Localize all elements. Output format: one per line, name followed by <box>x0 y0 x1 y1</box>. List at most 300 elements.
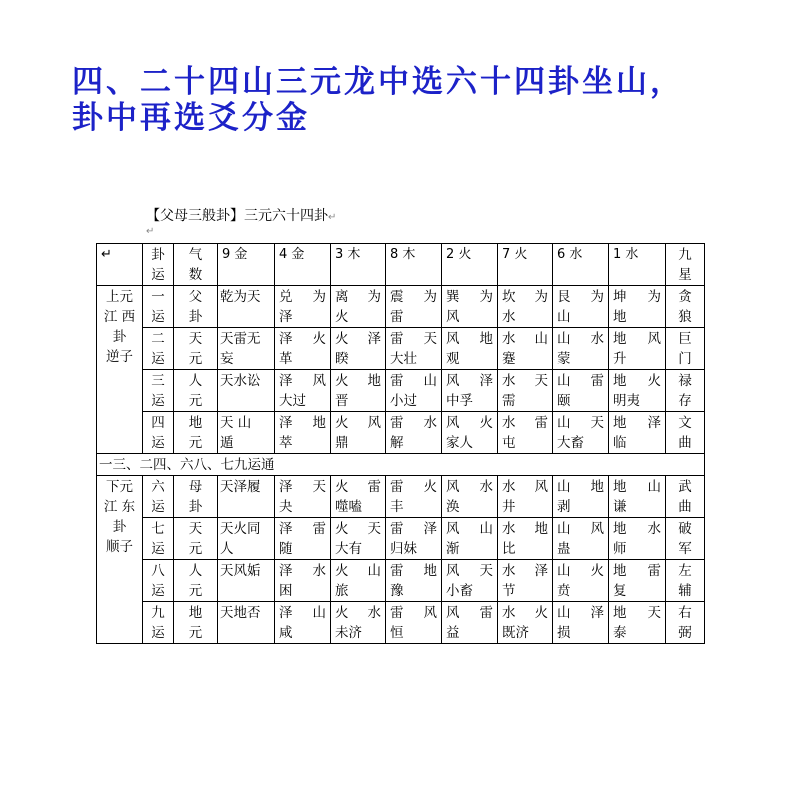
hexagram-char: 山 <box>557 479 571 495</box>
qian-hexagram-cell <box>218 602 275 644</box>
hexagram-char: 火 <box>335 563 349 579</box>
hexagram-cell-line-1 <box>502 371 548 391</box>
yun-cell-line-2: 运 <box>151 583 165 599</box>
qian-hexagram-cell-line-1: 天 山 <box>220 415 252 431</box>
lower-yuan-label-line: 顺子 <box>106 539 133 555</box>
page-title <box>72 64 772 136</box>
hexagram-char: 火 <box>335 331 349 347</box>
hexagram-cell-line-1 <box>502 287 548 307</box>
hexagram-char: 风 <box>647 331 661 347</box>
qi-cell-line-2: 元 <box>188 435 203 451</box>
header-gua-yun-line-1: 卦 <box>151 247 165 263</box>
qian-hexagram-cell-line-1: 天风姤 <box>220 563 261 579</box>
star-cell <box>666 412 705 454</box>
star-cell-line-1: 破 <box>678 521 692 537</box>
hexagram-cell-line-2: 蒙 <box>557 351 571 367</box>
hexagram-cell-line-2: 明夷 <box>613 393 640 409</box>
hexagram-char: 山 <box>367 563 381 579</box>
qian-hexagram-cell-line-1: 天泽履 <box>220 479 261 495</box>
lower-yuan-label-line: 江 东 <box>103 499 136 515</box>
hexagram-char: 水 <box>502 415 516 431</box>
hexagram-cell-line-1 <box>446 603 493 623</box>
yun-cell <box>143 476 174 518</box>
hexagram-cell-line-2: 归妹 <box>390 541 417 557</box>
header-gua-yun-line-2: 运 <box>151 267 165 283</box>
hexagram-char: 地 <box>613 331 627 347</box>
qian-hexagram-cell-line-2: 人 <box>220 541 234 557</box>
lower-yuan-label <box>97 476 143 644</box>
star-cell-line-1: 贪 <box>678 289 692 305</box>
hexagram-char: 水 <box>502 563 516 579</box>
hexagram-cell-line-2: 蛊 <box>557 541 571 557</box>
header-element-cell: 2 火 <box>442 244 498 286</box>
hexagram-cell-line-1 <box>613 287 661 307</box>
qian-hexagram-cell <box>218 476 275 518</box>
hexagram-cell-line-1 <box>390 477 437 497</box>
upper-yuan-label-line: 卦 <box>112 329 127 345</box>
hexagram-cell-line-2: 困 <box>279 583 293 599</box>
star-cell-line-2: 曲 <box>678 435 692 451</box>
star-cell-line-2: 曲 <box>678 499 692 515</box>
table-row <box>97 602 705 644</box>
hexagram-cell-line-2: 小过 <box>390 393 417 409</box>
hexagram-cell-line-1 <box>279 603 326 623</box>
separator-text: 一三、二四、六八、七九运通 <box>97 454 705 476</box>
header-jiu-xing-line-2: 星 <box>678 267 692 283</box>
hexagram-cell-line-1 <box>557 519 604 539</box>
hexagram-char: 泽 <box>279 605 293 621</box>
hexagram-char: 地 <box>613 605 627 621</box>
hexagram-cell-line-1 <box>279 371 326 391</box>
table-row <box>97 476 705 518</box>
header-gua-yun <box>143 244 174 286</box>
hexagram-cell-line-2: 噬嗑 <box>335 499 362 515</box>
star-cell-line-2: 军 <box>678 541 692 557</box>
yun-cell-line-2: 运 <box>151 393 165 409</box>
hexagram-char: 天 <box>647 605 661 621</box>
hexagram-cell <box>498 518 553 560</box>
hexagram-cell <box>498 602 553 644</box>
hexagram-char: 水 <box>312 563 326 579</box>
yun-cell-line-1: 二 <box>151 331 165 347</box>
yun-cell-line-1: 八 <box>151 563 165 579</box>
hexagram-cell-line-2: 谦 <box>613 499 627 515</box>
qian-hexagram-cell-line-1: 乾为天 <box>220 289 261 305</box>
yun-cell-line-1: 九 <box>151 605 165 621</box>
yun-cell-line-2: 运 <box>151 499 165 515</box>
yun-cell-line-2: 运 <box>151 625 165 641</box>
hexagram-cell-line-1 <box>279 329 326 349</box>
hexagram-char: 为 <box>423 289 437 305</box>
table-row <box>97 286 705 328</box>
hexagram-cell-line-2: 睽 <box>335 351 349 367</box>
hexagram-char: 地 <box>613 479 627 495</box>
hexagram-cell <box>498 328 553 370</box>
hexagram-cell <box>386 328 442 370</box>
hexagram-char: 天 <box>479 563 493 579</box>
hexagram-char: 地 <box>312 415 326 431</box>
header-qi-shu-line-1: 气 <box>188 247 203 263</box>
hexagram-cell <box>275 476 331 518</box>
hexagram-cell-line-2: 需 <box>502 393 516 409</box>
hexagram-char: 雷 <box>647 563 661 579</box>
qi-cell-line-2: 元 <box>188 351 203 367</box>
hexagram-cell <box>275 602 331 644</box>
qian-hexagram-cell <box>218 286 275 328</box>
hexagram-cell-line-1 <box>390 287 437 307</box>
hexagram-char: 地 <box>590 479 604 495</box>
hexagram-cell-line-2: 升 <box>613 351 627 367</box>
hexagram-char: 水 <box>423 415 437 431</box>
page-title-line-1: 四、二十四山三元龙中选六十四卦坐山， <box>72 64 684 100</box>
star-cell <box>666 518 705 560</box>
hexagram-cell <box>553 412 609 454</box>
yun-cell <box>143 602 174 644</box>
hexagram-cell-line-2: 水 <box>502 309 516 325</box>
hexagram-char: 地 <box>367 373 381 389</box>
hexagram-cell-line-2: 山 <box>557 309 571 325</box>
yun-cell <box>143 328 174 370</box>
hexagram-char: 火 <box>647 373 661 389</box>
qi-cell-line-1: 人 <box>188 373 203 389</box>
qi-cell-line-2: 元 <box>188 541 203 557</box>
yun-cell-line-1: 四 <box>151 415 165 431</box>
hexagram-cell-line-1 <box>613 477 661 497</box>
qian-hexagram-cell <box>218 560 275 602</box>
hexagram-char: 雷 <box>390 373 404 389</box>
header-jiu-xing <box>666 244 705 286</box>
hexagram-cell-line-1 <box>613 329 661 349</box>
hexagram-char: 泽 <box>367 331 381 347</box>
hexagram-cell-line-2: 临 <box>613 435 627 451</box>
qian-hexagram-cell <box>218 412 275 454</box>
yun-cell-line-1: 七 <box>151 521 165 537</box>
table-caption <box>146 205 336 225</box>
star-cell <box>666 602 705 644</box>
hexagram-cell <box>331 560 386 602</box>
hexagram-cell-line-2: 贲 <box>557 583 571 599</box>
hexagram-char: 火 <box>534 605 548 621</box>
hexagram-cell-line-2: 屯 <box>502 435 516 451</box>
qi-cell-line-1: 天 <box>188 521 203 537</box>
hexagram-cell-line-1 <box>557 371 604 391</box>
hexagram-cell-line-2: 复 <box>613 583 627 599</box>
qi-cell <box>174 602 218 644</box>
hexagram-cell <box>275 518 331 560</box>
hexagram-char: 山 <box>557 331 571 347</box>
hexagram-char: 风 <box>446 331 460 347</box>
hexagram-cell-line-2: 泰 <box>613 625 627 641</box>
hexagram-cell <box>553 476 609 518</box>
yun-cell-line-2: 运 <box>151 435 165 451</box>
qi-cell-line-1: 父 <box>188 289 203 305</box>
hexagram-cell-line-1 <box>279 519 326 539</box>
hexagram-cell-line-2: 恒 <box>390 625 404 641</box>
hexagram-char: 水 <box>590 331 604 347</box>
hexagram-char: 泽 <box>279 331 293 347</box>
hexagram-char: 雷 <box>390 521 404 537</box>
hexagram-cell <box>498 560 553 602</box>
hexagram-cell <box>442 476 498 518</box>
hexagram-cell-line-2: 未济 <box>335 625 362 641</box>
upper-yuan-label-line: 江 西 <box>103 309 136 325</box>
qi-cell <box>174 370 218 412</box>
hexagram-char: 风 <box>446 605 460 621</box>
hexagram-cell <box>609 476 666 518</box>
hexagram-char: 火 <box>312 331 326 347</box>
hexagram-cell-line-2: 豫 <box>390 583 404 599</box>
hexagram-cell <box>609 286 666 328</box>
lower-yuan-label-line: 下元 <box>106 479 133 495</box>
hexagram-cell-line-2: 观 <box>446 351 460 367</box>
qi-cell-line-1: 天 <box>188 331 203 347</box>
hexagram-char: 山 <box>423 373 437 389</box>
hexagram-char: 山 <box>534 331 548 347</box>
hexagram-char: 火 <box>335 521 349 537</box>
hexagram-cell-line-2: 大畜 <box>557 435 584 451</box>
hexagram-cell <box>498 286 553 328</box>
hexagram-char: 水 <box>502 521 516 537</box>
qian-hexagram-cell-line-2: 妄 <box>220 351 234 367</box>
hexagram-cell-line-2: 蹇 <box>502 351 516 367</box>
hexagram-cell-line-2: 夬 <box>279 499 293 515</box>
hexagram-char: 泽 <box>279 521 293 537</box>
hexagram-cell <box>553 518 609 560</box>
hexagram-char: 泽 <box>423 521 437 537</box>
table-row <box>97 370 705 412</box>
qian-hexagram-cell-line-1: 天火同 <box>220 521 261 537</box>
hexagram-cell <box>553 328 609 370</box>
hexagram-cell-line-1 <box>502 329 548 349</box>
hexagram-char: 地 <box>613 415 627 431</box>
yun-cell <box>143 370 174 412</box>
hexagram-cell-line-2: 大过 <box>279 393 306 409</box>
qi-cell-line-1: 人 <box>188 563 203 579</box>
hexagram-cell <box>386 412 442 454</box>
hexagram-cell-line-1 <box>557 603 604 623</box>
yun-cell <box>143 412 174 454</box>
hexagram-char: 山 <box>557 521 571 537</box>
hexagram-cell <box>442 412 498 454</box>
hexagram-cell-line-1 <box>613 561 661 581</box>
hexagram-cell-line-1 <box>446 371 493 391</box>
hexagram-char: 风 <box>590 521 604 537</box>
qi-cell <box>174 328 218 370</box>
qian-hexagram-cell-line-2: 遁 <box>220 435 234 451</box>
hexagram-cell <box>275 370 331 412</box>
yun-cell-line-2: 运 <box>151 309 165 325</box>
hexagram-cell-line-2: 家人 <box>446 435 473 451</box>
hexagram-cell-line-2: 涣 <box>446 499 460 515</box>
hexagram-char: 雷 <box>390 415 404 431</box>
hexagram-char: 天 <box>534 373 548 389</box>
hexagram-char: 泽 <box>479 373 493 389</box>
hexagram-cell-line-1 <box>502 477 548 497</box>
header-element-cell: 3 木 <box>331 244 386 286</box>
hexagram-cell-line-1 <box>279 477 326 497</box>
hexagram-cell <box>442 370 498 412</box>
hexagram-cell-line-1 <box>390 519 437 539</box>
hexagram-char: 水 <box>502 331 516 347</box>
hexagram-cell <box>386 560 442 602</box>
hexagram-char: 兑 <box>279 289 293 305</box>
hexagram-cell-line-1 <box>335 561 381 581</box>
hexagram-char: 雷 <box>390 479 404 495</box>
hexagram-char: 雷 <box>390 331 404 347</box>
hexagram-cell-line-1 <box>557 329 604 349</box>
hexagram-cell-line-1 <box>335 371 381 391</box>
hexagram-cell <box>331 328 386 370</box>
hexagram-char: 坎 <box>502 289 516 305</box>
hexagram-char: 山 <box>479 521 493 537</box>
hexagram-cell-line-1 <box>613 519 661 539</box>
hexagram-cell <box>442 286 498 328</box>
star-cell-line-1: 文 <box>678 415 692 431</box>
qian-hexagram-cell <box>218 518 275 560</box>
table-row <box>97 412 705 454</box>
hexagram-cell <box>609 602 666 644</box>
hexagram-cell-line-2: 泽 <box>279 309 293 325</box>
qi-cell-line-2: 元 <box>188 625 203 641</box>
paragraph-mark: ↵ <box>146 226 155 237</box>
hexagram-char: 泽 <box>647 415 661 431</box>
header-jiu-xing-line-1: 九 <box>678 247 692 263</box>
hexagram-cell <box>609 412 666 454</box>
hexagram-char: 巽 <box>446 289 460 305</box>
hexagram-cell-line-2: 比 <box>502 541 516 557</box>
hexagram-cell <box>498 370 553 412</box>
hexagram-cell-line-1 <box>446 561 493 581</box>
star-cell-line-2: 弼 <box>678 625 692 641</box>
yun-cell <box>143 560 174 602</box>
qi-cell <box>174 476 218 518</box>
table-row <box>97 328 705 370</box>
star-cell-line-1: 禄 <box>678 373 692 389</box>
hexagram-char: 水 <box>647 521 661 537</box>
hexagram-cell-line-2: 损 <box>557 625 571 641</box>
qi-cell-line-1: 母 <box>188 479 203 495</box>
hexagram-cell-line-1 <box>390 603 437 623</box>
hexagram-char: 泽 <box>279 373 293 389</box>
separator-row <box>97 454 705 476</box>
hexagram-cell <box>553 370 609 412</box>
hexagram-cell-line-2: 随 <box>279 541 293 557</box>
hexagram-char: 雷 <box>312 521 326 537</box>
header-element-cell: 4 金 <box>275 244 331 286</box>
hexagram-char: 风 <box>446 563 460 579</box>
table-row <box>97 560 705 602</box>
hexagram-char: 火 <box>479 415 493 431</box>
qian-hexagram-cell <box>218 370 275 412</box>
hexagram-cell-line-1 <box>446 287 493 307</box>
star-cell-line-1: 武 <box>678 479 692 495</box>
hexagram-cell-line-1 <box>279 561 326 581</box>
hexagram-cell-line-2: 益 <box>446 625 460 641</box>
hexagram-cell <box>275 412 331 454</box>
hexagram-char: 山 <box>557 373 571 389</box>
star-cell-line-1: 左 <box>678 563 692 579</box>
hexagram-cell-line-2: 火 <box>335 309 349 325</box>
hexagram-cell-line-1 <box>335 603 381 623</box>
hexagram-char: 为 <box>367 289 381 305</box>
hexagram-char: 天 <box>423 331 437 347</box>
qi-cell-line-2: 卦 <box>188 309 203 325</box>
hexagram-char: 水 <box>502 479 516 495</box>
hexagram-cell-line-2: 井 <box>502 499 516 515</box>
hexagram-cell <box>275 328 331 370</box>
qian-hexagram-cell <box>218 328 275 370</box>
hexagram-char: 山 <box>312 605 326 621</box>
hexagram-cell-line-2: 鼎 <box>335 435 349 451</box>
hexagram-char: 地 <box>423 563 437 579</box>
hexagram-cell-line-2: 剥 <box>557 499 571 515</box>
hexagram-cell-line-1 <box>557 477 604 497</box>
hexagram-char: 水 <box>502 373 516 389</box>
hexagram-cell <box>609 328 666 370</box>
hexagram-char: 为 <box>479 289 493 305</box>
hexagram-char: 天 <box>312 479 326 495</box>
hexagram-cell <box>386 602 442 644</box>
hexagram-cell-line-1 <box>279 287 326 307</box>
qian-hexagram-cell-line-1: 天地否 <box>220 605 261 621</box>
hexagram-cell-line-1 <box>502 413 548 433</box>
hexagram-char: 地 <box>479 331 493 347</box>
hexagram-char: 风 <box>446 373 460 389</box>
hexagram-cell-line-1 <box>557 287 604 307</box>
hexagram-char: 地 <box>534 521 548 537</box>
hexagram-cell <box>386 286 442 328</box>
hexagram-cell-line-2: 晋 <box>335 393 349 409</box>
star-cell <box>666 370 705 412</box>
hexagram-char: 风 <box>446 521 460 537</box>
header-row <box>97 244 705 286</box>
hexagram-char: 水 <box>479 479 493 495</box>
header-qi-shu-line-2: 数 <box>188 267 203 283</box>
hexagram-char: 火 <box>335 415 349 431</box>
hexagram-cell <box>331 286 386 328</box>
hexagram-table <box>96 243 705 644</box>
hexagram-char: 艮 <box>557 289 571 305</box>
hexagram-char: 风 <box>446 479 460 495</box>
header-element-cell: 9 金 <box>218 244 275 286</box>
hexagram-char: 天 <box>367 521 381 537</box>
hexagram-cell <box>386 518 442 560</box>
hexagram-char: 风 <box>423 605 437 621</box>
qi-cell-line-2: 元 <box>188 393 203 409</box>
hexagram-char: 风 <box>446 415 460 431</box>
hexagram-cell <box>442 518 498 560</box>
hexagram-char: 山 <box>557 563 571 579</box>
hexagram-cell <box>442 602 498 644</box>
hexagram-char: 雷 <box>367 479 381 495</box>
hexagram-cell <box>498 412 553 454</box>
hexagram-cell <box>331 602 386 644</box>
hexagram-cell-line-2: 渐 <box>446 541 460 557</box>
header-corner-cell: ↵ <box>97 244 143 286</box>
star-cell-line-2: 狼 <box>678 309 692 325</box>
hexagram-cell <box>609 370 666 412</box>
hexagram-cell <box>331 412 386 454</box>
hexagram-cell <box>331 476 386 518</box>
yun-cell-line-1: 一 <box>151 289 165 305</box>
hexagram-char: 震 <box>390 289 404 305</box>
star-cell-line-1: 右 <box>678 605 692 621</box>
hexagram-char: 风 <box>367 415 381 431</box>
hexagram-cell-line-1 <box>446 477 493 497</box>
hexagram-cell <box>609 518 666 560</box>
qian-hexagram-cell-line-1: 天雷无 <box>220 331 261 347</box>
hexagram-char: 为 <box>590 289 604 305</box>
